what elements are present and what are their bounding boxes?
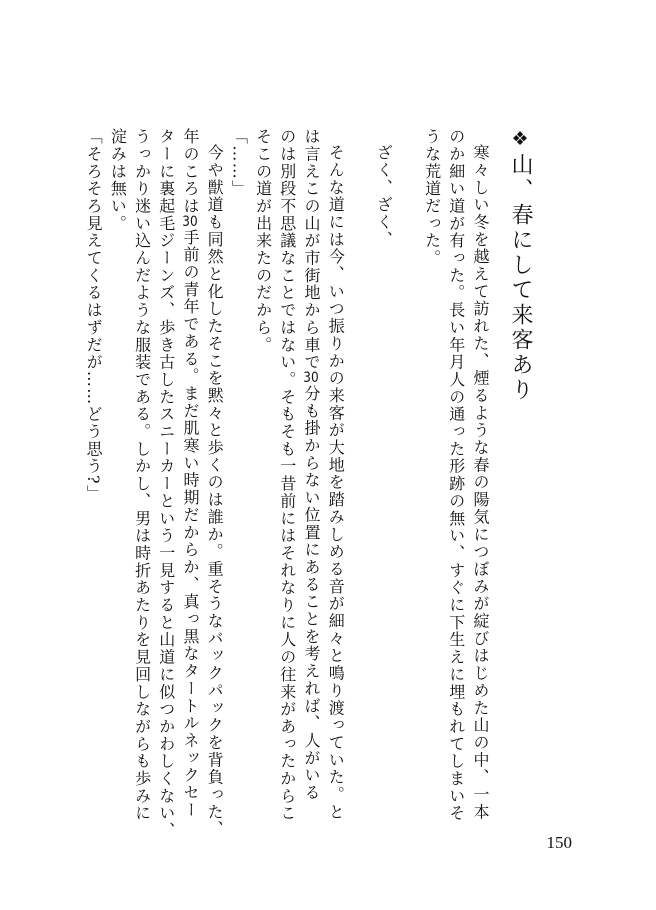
paragraph-line: そこの道が出来たのだから。 — [253, 128, 273, 354]
paragraph-line: のは別段不思議なことではない。そもそも一昔前にはそれなりに人の往来があったからこ — [277, 128, 297, 822]
paragraph-line — [178, 128, 202, 828]
vertical-text-block — [81, 128, 538, 840]
paragraph-gap — [347, 128, 371, 129]
paragraph-line: 寒々しい冬を越えて訪れた、煙るような春の陽気につぼみが綻びはじめた山の中、一本 — [471, 144, 490, 821]
text-run: 手前の青年である。まだ肌寒い時期だからか、真っ黒なタートルネックセー — [180, 228, 200, 819]
dialogue-line: 「……」 — [229, 128, 249, 198]
number-run: 30 — [303, 370, 319, 385]
dialogue-line: 「そろそろ見えてくるはずだが……どう思う?」 — [84, 128, 104, 503]
paragraph-line: そんな道には今、いつ振りかの来客が大地を踏みしめる音が細々と鳴り渡っていた。と — [326, 144, 346, 821]
paragraph-line: 淀みは無い。 — [108, 128, 128, 233]
onomatopoeia-line: ざく、ざく、 — [374, 144, 394, 249]
paragraph-line: うっかり迷い込んだような服装である。しかし、男は時折あたりを見回しながらも歩みに — [132, 128, 152, 822]
chapter-title-text: 山、春にして来客あり — [508, 153, 533, 403]
paragraph-gap — [395, 128, 419, 129]
text-run: は言えこの山が市街地から車で — [301, 128, 321, 371]
paragraph-line: うな荒道だった。 — [422, 128, 442, 267]
text-run: 分も掛からない位置にあることを考えれば、人がいる — [301, 384, 321, 802]
paragraph-line: のか細い道が有った。長い年月人の通った形跡の無い、すぐに下生えに埋もれてしまいそ — [446, 128, 466, 822]
chapter-title — [502, 128, 538, 828]
number-run: 30 — [182, 214, 198, 229]
text-run: 年のころは — [180, 128, 200, 215]
diamond-ornament-icon: ❖ — [509, 128, 531, 153]
paragraph-line — [299, 128, 323, 828]
paragraph-line: 今や獣道も同然と化したそこを黙々と歩くのは誰か。重そうなバックパックを背負った、 — [205, 144, 225, 838]
page-number: 150 — [546, 833, 572, 852]
paragraph-line: ターに裏起毛ジーンズ、歩き古したスニーカーという一見すると山道に似つかわしくない、 — [156, 128, 176, 840]
